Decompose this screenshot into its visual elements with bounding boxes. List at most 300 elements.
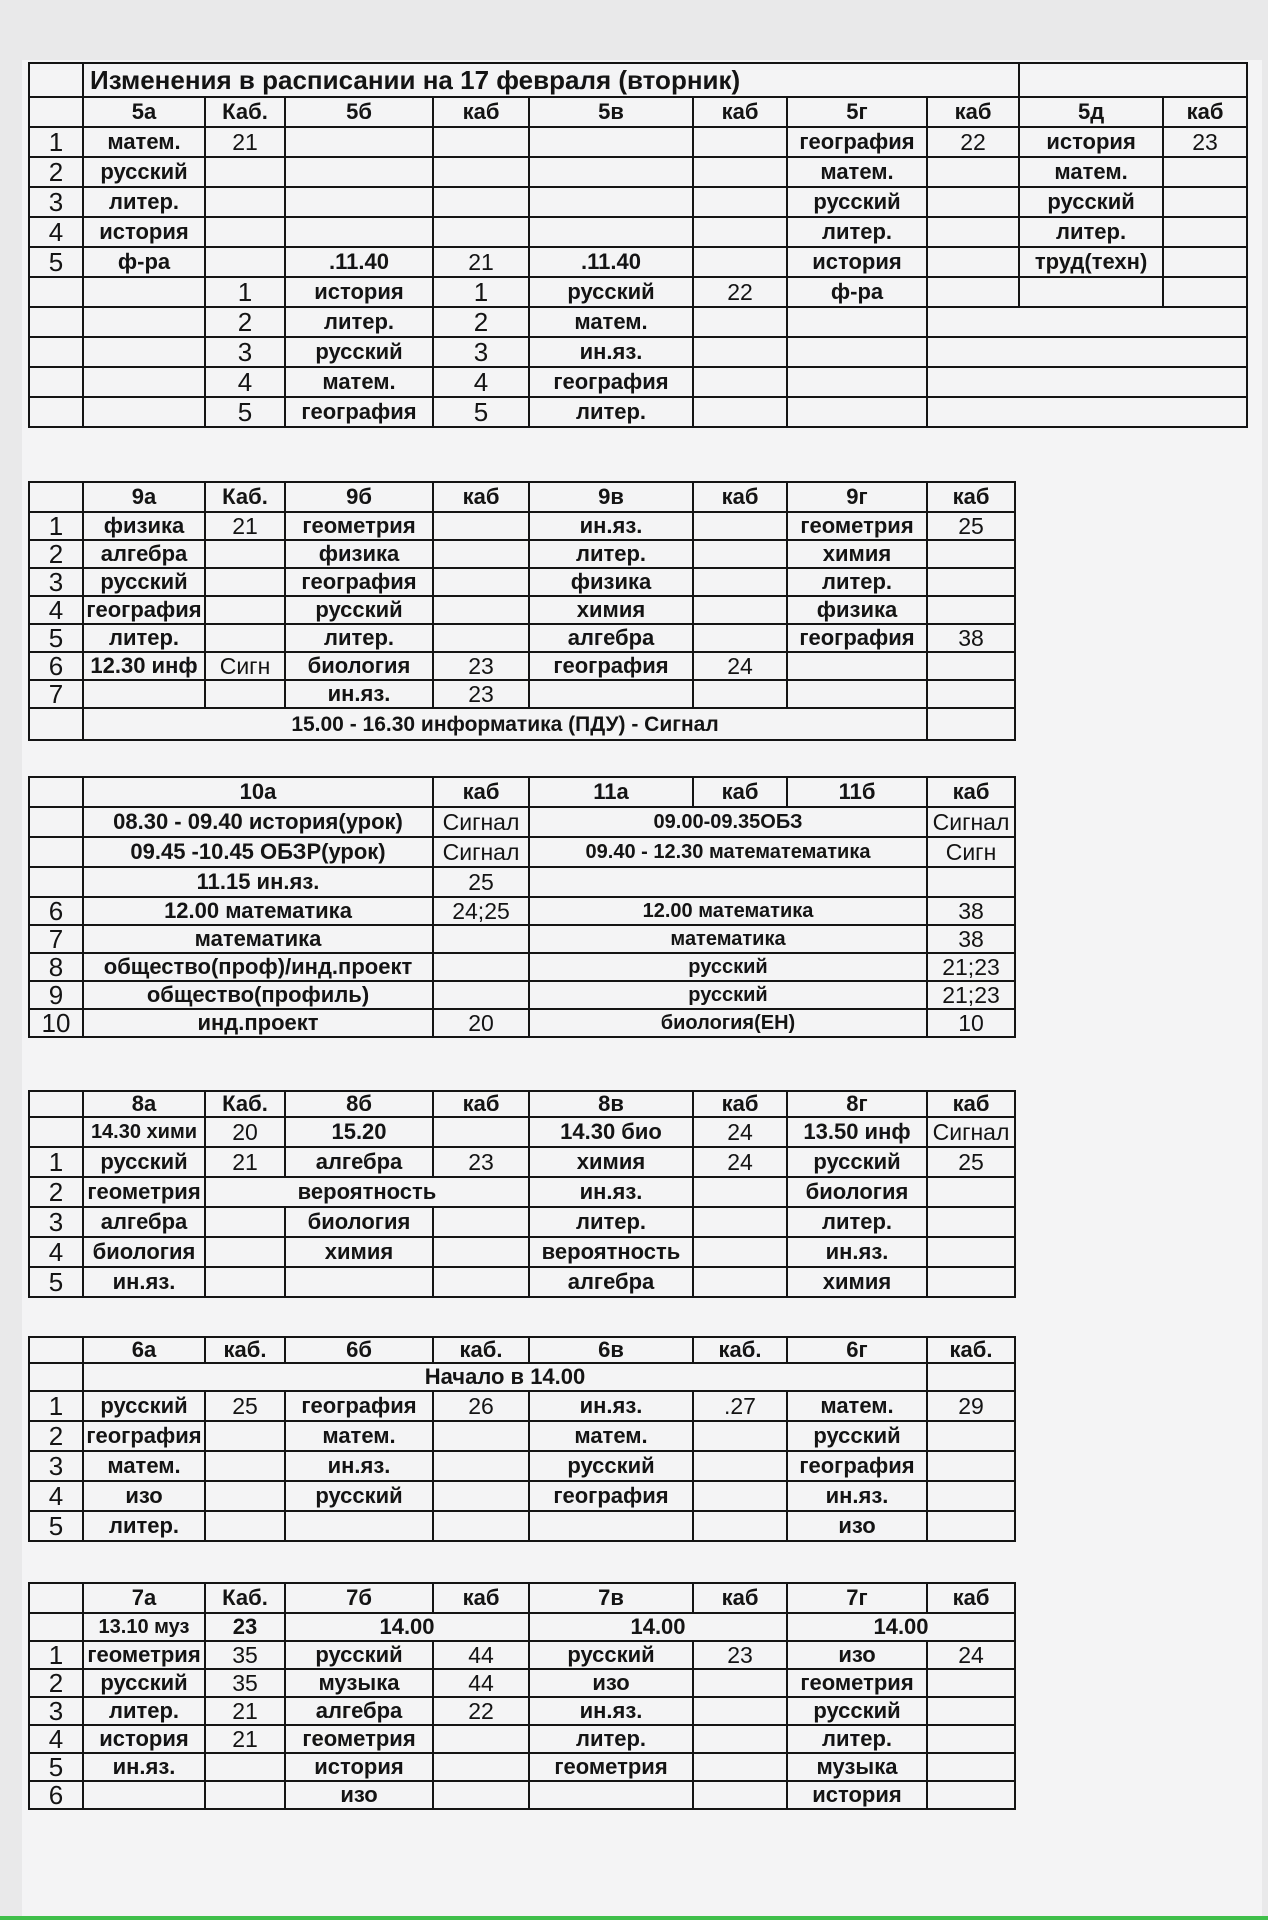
subject-cell: физика [83, 512, 205, 540]
lesson-number: 1 [29, 1147, 83, 1177]
table-row [29, 981, 1015, 1009]
subject-cell: география [787, 1451, 927, 1481]
subject-cell [787, 337, 927, 367]
room-cell [205, 1207, 285, 1237]
header-num-cell [29, 482, 83, 512]
room-cell: 21 [205, 1147, 285, 1177]
subject-cell: география [285, 397, 433, 427]
room-cell [693, 1237, 787, 1267]
header-6g: 6г [787, 1337, 927, 1363]
subject-cell: биология [285, 1207, 433, 1237]
room-cell [693, 1725, 787, 1753]
room-cell: 26 [433, 1391, 529, 1421]
header-room: каб. [927, 1337, 1015, 1363]
lesson-number: 3 [205, 337, 285, 367]
lesson-number: 2 [29, 1421, 83, 1451]
room-cell [205, 1753, 285, 1781]
subject-cell: матем. [285, 367, 433, 397]
room-cell [433, 157, 529, 187]
room-cell [927, 1267, 1015, 1297]
header-room: каб [927, 482, 1015, 512]
table-row [29, 807, 1015, 837]
room-cell: 24 [693, 652, 787, 680]
header-7b: 7б [285, 1583, 433, 1613]
subject-cell: геометрия [787, 512, 927, 540]
subject-cell: химия [529, 596, 693, 624]
subject-cell: русский [1019, 187, 1163, 217]
subject-cell: литер. [285, 624, 433, 652]
start-room-8v: 24 [693, 1117, 787, 1147]
table-row [29, 1009, 1015, 1037]
table-row [29, 1481, 1015, 1511]
header-9g: 9г [787, 482, 927, 512]
subject-cell [787, 307, 927, 337]
informatics-notice: 15.00 - 16.30 информатика (ПДУ) - Сигнал [83, 708, 927, 740]
lesson-number: 7 [29, 680, 83, 708]
lesson-number: 2 [433, 307, 529, 337]
header-room: каб [433, 97, 529, 127]
header-room: каб. [693, 1337, 787, 1363]
subject-10a: 12.00 математика [83, 897, 433, 925]
room-cell [693, 1781, 787, 1809]
room-cell [927, 867, 1015, 897]
lesson-number: 3 [29, 568, 83, 596]
room-cell: 21 [205, 127, 285, 157]
room-cell: 21;23 [927, 981, 1015, 1009]
room-cell [205, 540, 285, 568]
room-cell [433, 568, 529, 596]
room-cell [927, 1177, 1015, 1207]
subject-cell: алгебра [529, 624, 693, 652]
room-cell [693, 512, 787, 540]
room-cell [927, 367, 1247, 397]
subject-cell [1019, 277, 1163, 307]
subject-cell: ин.яз. [83, 1267, 205, 1297]
room-cell [433, 1753, 529, 1781]
header-6v: 6в [529, 1337, 693, 1363]
subject-cell: география [787, 127, 927, 157]
subject-10a: инд.проект [83, 1009, 433, 1037]
lesson-number: 4 [29, 217, 83, 247]
subject-cell [285, 1267, 433, 1297]
room-cell [205, 596, 285, 624]
room-cell: .27 [693, 1391, 787, 1421]
lesson-number: 10 [29, 1009, 83, 1037]
room-cell: 21 [205, 512, 285, 540]
room-cell: Сигнал [433, 837, 529, 867]
subject-cell: геометрия [529, 1753, 693, 1781]
subject-11: биология(ЕН) [529, 1009, 927, 1037]
table-row [29, 953, 1015, 981]
subject-cell [529, 680, 693, 708]
subject-cell: ф-ра [83, 247, 205, 277]
room-cell: 23 [433, 652, 529, 680]
lesson-number [29, 867, 83, 897]
header-11b: 11б [787, 777, 927, 807]
lesson-number: 5 [29, 624, 83, 652]
room-cell [927, 652, 1015, 680]
subject-cell: 12.30 инф [83, 652, 205, 680]
subject-cell: биология [83, 1237, 205, 1267]
start-room-8g: Сигнал [927, 1117, 1015, 1147]
subject-cell: русский [787, 187, 927, 217]
lesson-number: 3 [29, 1697, 83, 1725]
table-row [29, 1147, 1015, 1177]
subject-cell [787, 652, 927, 680]
room-cell [433, 624, 529, 652]
schedule-grade-5 [28, 62, 1248, 428]
subject-cell: история [787, 1781, 927, 1809]
room-cell [927, 568, 1015, 596]
header-room: каб [927, 1091, 1015, 1117]
start-time-8b: 15.20 [285, 1117, 433, 1147]
room-cell [433, 925, 529, 953]
room-cell [1163, 277, 1247, 307]
header-9a: 9а [83, 482, 205, 512]
room-cell: 35 [205, 1641, 285, 1669]
subject-cell [285, 217, 433, 247]
room-cell [927, 1481, 1015, 1511]
room-cell [433, 1451, 529, 1481]
room-cell [927, 1725, 1015, 1753]
lesson-number: 2 [29, 1669, 83, 1697]
subject-cell [83, 397, 205, 427]
header-num-cell [29, 777, 83, 807]
subject-cell: ин.яз. [285, 1451, 433, 1481]
start-time-7b: 14.00 [285, 1613, 529, 1641]
room-cell [927, 1207, 1015, 1237]
subject-cell: ин.яз. [787, 1481, 927, 1511]
header-room: каб [693, 97, 787, 127]
room-cell: 25 [433, 867, 529, 897]
subject-cell: геометрия [285, 1725, 433, 1753]
title-corner-cell [29, 63, 83, 97]
room-cell [927, 1421, 1015, 1451]
subject-cell [285, 187, 433, 217]
page-title: Изменения в расписании на 17 февраля (вторник) [83, 63, 1019, 97]
room-cell [927, 337, 1247, 367]
subject-cell [83, 680, 205, 708]
room-cell: 21 [205, 1697, 285, 1725]
subject-cell: русский [529, 1451, 693, 1481]
notice-num-cell [29, 708, 83, 740]
subject-cell: биология [787, 1177, 927, 1207]
table-row [29, 837, 1015, 867]
lesson-number: 2 [29, 157, 83, 187]
subject-cell: литер. [529, 1725, 693, 1753]
header-7v: 7в [529, 1583, 693, 1613]
lesson-number [29, 807, 83, 837]
room-cell [693, 1207, 787, 1237]
header-room: каб [693, 1091, 787, 1117]
subject-cell: музыка [787, 1753, 927, 1781]
subject-cell: ин.яз. [529, 1391, 693, 1421]
table-row [29, 624, 1015, 652]
header-room: Каб. [205, 1583, 285, 1613]
header-7a: 7а [83, 1583, 205, 1613]
header-8b: 8б [285, 1091, 433, 1117]
table-row [29, 1267, 1015, 1297]
room-cell [927, 277, 1019, 307]
header-room: каб [927, 777, 1015, 807]
subject-cell [529, 1511, 693, 1541]
room-cell: 25 [205, 1391, 285, 1421]
header-5b: 5б [285, 97, 433, 127]
table-row [29, 217, 1247, 247]
header-7g: 7г [787, 1583, 927, 1613]
subject-cell: русский [83, 157, 205, 187]
subject-cell: история [83, 1725, 205, 1753]
room-cell: 22 [693, 277, 787, 307]
subject-10a: общество(проф)/инд.проект [83, 953, 433, 981]
subject-cell: .11.40 [285, 247, 433, 277]
room-cell [927, 247, 1019, 277]
subject-cell: русский [787, 1147, 927, 1177]
table-row [29, 897, 1015, 925]
lesson-number: 1 [29, 1641, 83, 1669]
table-row [29, 680, 1015, 708]
table-row [29, 187, 1247, 217]
header-room: каб [693, 777, 787, 807]
lesson-number [29, 837, 83, 867]
room-cell [205, 187, 285, 217]
room-cell [927, 157, 1019, 187]
room-cell [693, 568, 787, 596]
lesson-number [29, 367, 83, 397]
subject-cell: русский [83, 568, 205, 596]
subject-cell: русский [787, 1697, 927, 1725]
header-5a: 5а [83, 97, 205, 127]
room-cell: Сигнал [433, 807, 529, 837]
room-cell [693, 596, 787, 624]
room-cell: 21 [205, 1725, 285, 1753]
room-cell [433, 1267, 529, 1297]
header-num-cell [29, 1583, 83, 1613]
lesson-number: 5 [29, 247, 83, 277]
start-num-cell [29, 1117, 83, 1147]
room-cell: 10 [927, 1009, 1015, 1037]
subject-cell: литер. [787, 217, 927, 247]
subject-cell: химия [787, 540, 927, 568]
subject-cell: музыка [285, 1669, 433, 1697]
subject-cell: русский [529, 1641, 693, 1669]
subject-cell [285, 127, 433, 157]
subject-cell: литер. [529, 397, 693, 427]
room-cell: Сигн [927, 837, 1015, 867]
subject-11 [529, 867, 927, 897]
subject-cell: ин.яз. [529, 1177, 693, 1207]
room-cell [693, 1451, 787, 1481]
subject-cell: география [83, 596, 205, 624]
room-cell [927, 217, 1019, 247]
header-8a: 8а [83, 1091, 205, 1117]
lesson-number: 4 [433, 367, 529, 397]
subject-cell: русский [285, 596, 433, 624]
subject-cell: литер. [787, 1725, 927, 1753]
room-cell [927, 1697, 1015, 1725]
subject-cell: ин.яз. [529, 1697, 693, 1725]
subject-cell: литер. [1019, 217, 1163, 247]
header-room: каб [433, 1583, 529, 1613]
header-room: каб. [433, 1337, 529, 1363]
table-row [29, 1207, 1015, 1237]
subject-cell: география [285, 1391, 433, 1421]
start-num-cell [29, 1613, 83, 1641]
header-room: каб [433, 1091, 529, 1117]
room-cell [927, 680, 1015, 708]
table-row [29, 367, 1247, 397]
lesson-number: 5 [433, 397, 529, 427]
subject-cell: русский [285, 1481, 433, 1511]
room-cell [693, 1481, 787, 1511]
subject-cell: вероятность [205, 1177, 529, 1207]
lesson-number [29, 337, 83, 367]
header-room: Каб. [205, 97, 285, 127]
subject-11: русский [529, 953, 927, 981]
header-5d: 5д [1019, 97, 1163, 127]
room-cell: Сигнал [927, 807, 1015, 837]
schedule-grade-8 [28, 1090, 1016, 1298]
subject-cell: ин.яз. [529, 512, 693, 540]
table-row [29, 127, 1247, 157]
room-cell [1163, 217, 1247, 247]
header-room: Каб. [205, 482, 285, 512]
subject-cell: литер. [83, 1511, 205, 1541]
subject-cell: изо [787, 1511, 927, 1541]
room-cell: 23 [433, 1147, 529, 1177]
room-cell: 21 [433, 247, 529, 277]
room-cell: 23 [693, 1641, 787, 1669]
room-cell [433, 1481, 529, 1511]
room-cell [927, 397, 1247, 427]
lesson-number: 2 [205, 307, 285, 337]
table-row [29, 397, 1247, 427]
room-cell: Сигн [205, 652, 285, 680]
table-row [29, 652, 1015, 680]
lesson-number: 1 [29, 127, 83, 157]
room-cell [205, 568, 285, 596]
room-cell: 44 [433, 1669, 529, 1697]
header-10a: 10а [83, 777, 433, 807]
schedule-grade-6 [28, 1336, 1016, 1542]
subject-cell [529, 127, 693, 157]
subject-cell: русский [83, 1669, 205, 1697]
subject-cell: химия [787, 1267, 927, 1297]
header-6a: 6а [83, 1337, 205, 1363]
room-cell: 38 [927, 624, 1015, 652]
table-row [29, 1391, 1015, 1421]
room-cell [693, 397, 787, 427]
room-cell [205, 1451, 285, 1481]
room-cell [693, 680, 787, 708]
table-row [29, 1237, 1015, 1267]
room-cell [1163, 157, 1247, 187]
subject-cell: матем. [787, 1391, 927, 1421]
room-cell [693, 187, 787, 217]
header-room: каб [927, 1583, 1015, 1613]
room-cell [205, 247, 285, 277]
lesson-number: 2 [29, 1177, 83, 1207]
header-11a: 11а [529, 777, 693, 807]
table-row [29, 1641, 1015, 1669]
subject-cell [787, 367, 927, 397]
subject-cell: матем. [787, 157, 927, 187]
room-cell [433, 596, 529, 624]
header-6b: 6б [285, 1337, 433, 1363]
subject-cell [529, 217, 693, 247]
table-row [29, 1451, 1015, 1481]
lesson-number: 3 [433, 337, 529, 367]
room-cell: 23 [1163, 127, 1247, 157]
lesson-number: 1 [205, 277, 285, 307]
subject-cell: матем. [83, 1451, 205, 1481]
header-room: каб [1163, 97, 1247, 127]
table-row [29, 596, 1015, 624]
subject-cell [83, 367, 205, 397]
subject-cell: литер. [83, 1697, 205, 1725]
table-row [29, 337, 1247, 367]
subject-cell: история [83, 217, 205, 247]
bottom-accent-bar [0, 1916, 1268, 1920]
subject-cell: матем. [83, 127, 205, 157]
header-8v: 8в [529, 1091, 693, 1117]
subject-cell: алгебра [285, 1147, 433, 1177]
room-cell [927, 307, 1247, 337]
schedule-grade-7 [28, 1582, 1016, 1810]
room-cell: 24;25 [433, 897, 529, 925]
subject-cell: география [83, 1421, 205, 1451]
lesson-number [29, 397, 83, 427]
room-cell [433, 217, 529, 247]
header-room: Каб. [205, 1091, 285, 1117]
subject-cell: география [285, 568, 433, 596]
room-cell [205, 680, 285, 708]
room-cell [1163, 187, 1247, 217]
lesson-number: 7 [29, 925, 83, 953]
subject-cell [787, 397, 927, 427]
subject-11: математика [529, 925, 927, 953]
subject-cell: алгебра [529, 1267, 693, 1297]
subject-cell: геометрия [285, 512, 433, 540]
start-time-7g: 14.00 [787, 1613, 1015, 1641]
table-row [29, 1669, 1015, 1697]
lesson-number: 4 [29, 596, 83, 624]
room-cell [927, 1237, 1015, 1267]
room-cell [1163, 247, 1247, 277]
schedule-grade-10-11 [28, 776, 1016, 1038]
subject-cell: литер. [83, 624, 205, 652]
room-cell [205, 1781, 285, 1809]
room-cell [693, 157, 787, 187]
subject-cell: биология [285, 652, 433, 680]
room-cell [433, 127, 529, 157]
room-cell: 38 [927, 925, 1015, 953]
subject-cell [285, 1511, 433, 1541]
table-row [29, 867, 1015, 897]
subject-10a: общество(профиль) [83, 981, 433, 1009]
room-cell [433, 512, 529, 540]
lesson-number: 6 [29, 652, 83, 680]
subject-cell: геометрия [83, 1641, 205, 1669]
subject-cell: география [529, 1481, 693, 1511]
table-row [29, 247, 1247, 277]
room-cell [693, 1177, 787, 1207]
room-cell: 20 [433, 1009, 529, 1037]
room-cell [693, 307, 787, 337]
header-room: каб [693, 482, 787, 512]
subject-cell: физика [285, 540, 433, 568]
header-room: каб [927, 97, 1019, 127]
